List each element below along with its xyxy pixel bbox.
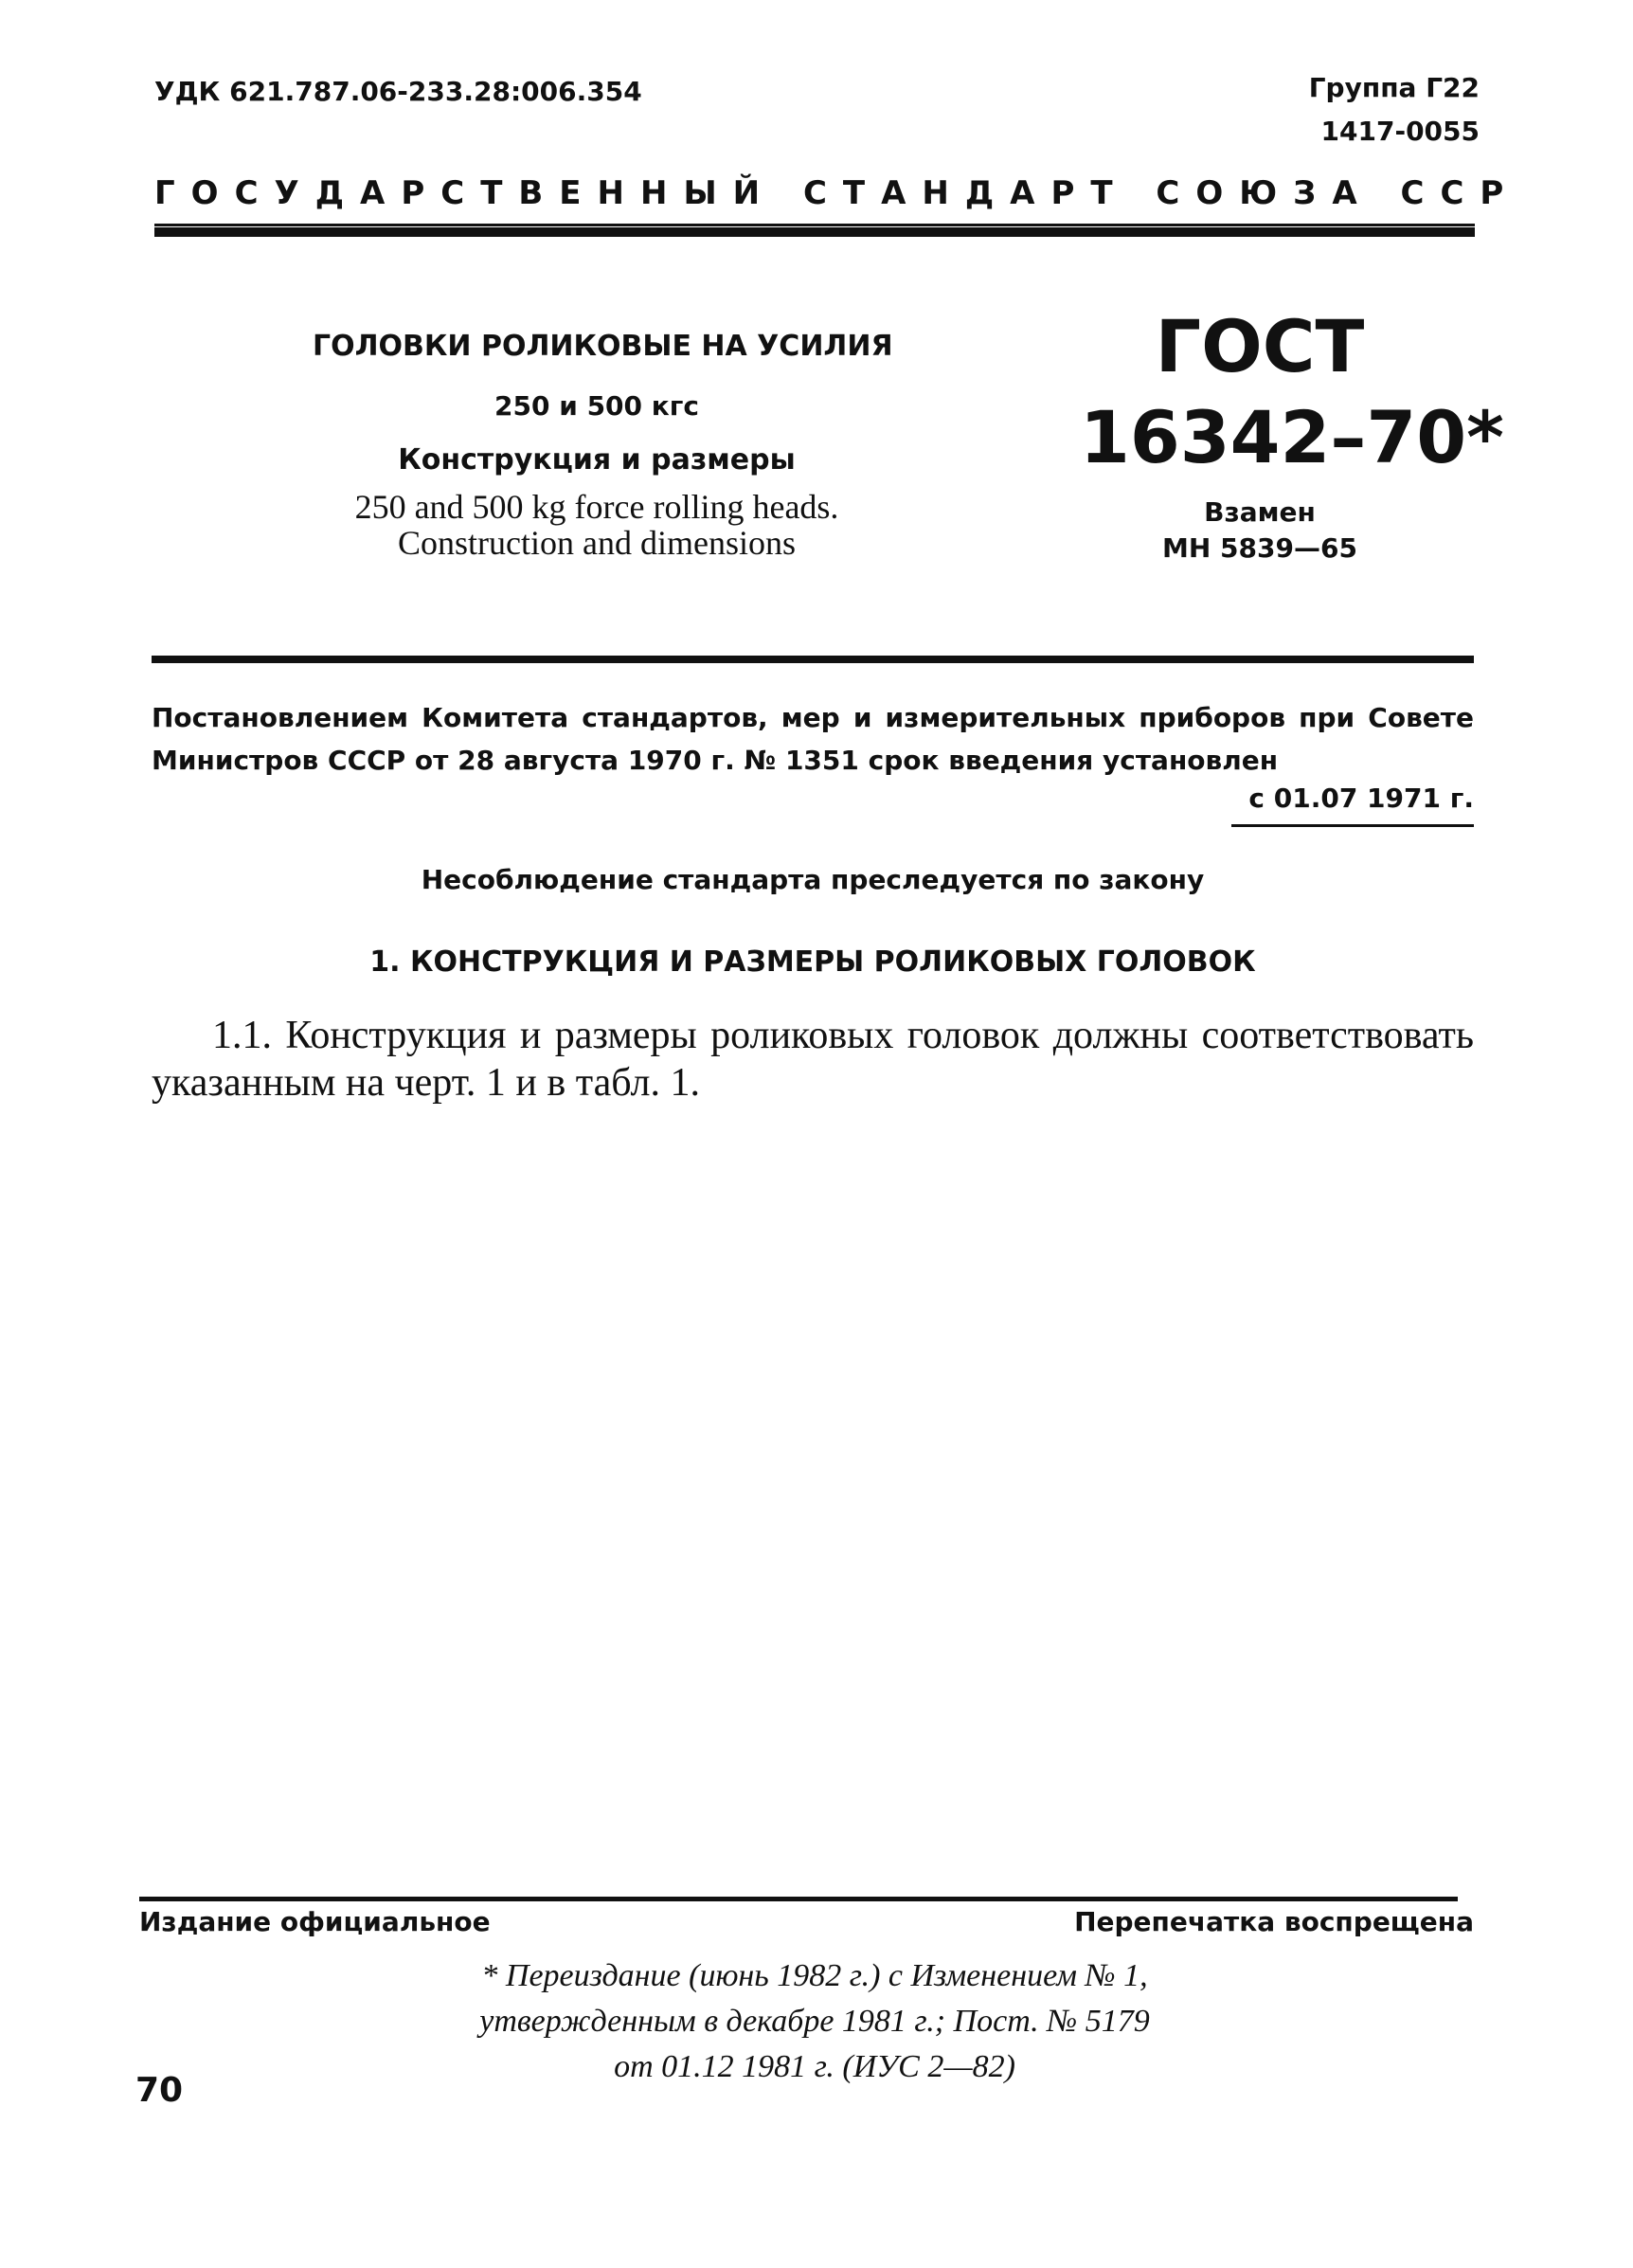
udk-code: УДК 621.787.06-233.28:006.354 — [154, 76, 642, 107]
title-rule — [152, 656, 1474, 663]
page-number: 70 — [135, 2071, 184, 2110]
reprint-notice: Перепечатка воспрещена — [1074, 1906, 1474, 1937]
decree-text: Постановлением Комитета стандартов, мер и измерительных приборов при Совете Министров СССР от 28 августа 1970 г. № 1351 срок введения установлен — [152, 702, 1474, 776]
header-rule-thick — [154, 227, 1475, 237]
section-paragraph: 1.1. Конструкция и размеры роликовых головок должны соответствовать указанным на черт. 1 и в табл. 1. — [152, 1014, 1474, 1105]
title-line-3: Конструкция и размеры — [398, 443, 796, 477]
gost-number: 16342–70* — [1080, 395, 1504, 479]
replaces-block — [1099, 495, 1421, 567]
gost-designation — [1080, 301, 1504, 483]
replaces-value: МН 5839—65 — [1162, 532, 1357, 564]
group-code — [1309, 66, 1480, 153]
title-line-2: 250 и 500 кгс — [494, 390, 699, 422]
title-line-1: ГОЛОВКИ РОЛИКОВЫЕ НА УСИЛИЯ — [313, 330, 893, 363]
section-heading: 1. КОНСТРУКЦИЯ И РАЗМЕРЫ РОЛИКОВЫХ ГОЛОВОК — [369, 945, 1256, 979]
title-english: 250 and 500 kg force rolling heads. Construction and dimensions — [354, 488, 839, 562]
header-rule-thin — [154, 224, 1475, 226]
state-standard-heading: ГОСУДАРСТВЕННЫЙ СТАНДАРТ СОЮЗА ССР — [154, 174, 1520, 212]
gost-label: ГОСТ — [1155, 304, 1365, 388]
group-line-1: Группа Г22 — [1308, 72, 1480, 103]
note-line-3: от 01.12 1981 г. (ИУС 2—82) — [614, 2049, 1015, 2084]
law-notice: Несоблюдение стандарта преследуется по закону — [421, 864, 1205, 895]
replaces-label: Взамен — [1204, 496, 1316, 528]
note-line-1: * Переиздание (июнь 1982 г.) с Изменением № 1, — [481, 1958, 1148, 1993]
group-line-2: 1417-0055 — [1320, 116, 1480, 147]
footer-rule — [139, 1897, 1458, 1901]
note-line-2: утвержденным в декабре 1981 г.; Пост. № 5179 — [479, 2004, 1150, 2039]
edition-label: Издание официальное — [139, 1906, 491, 1937]
reissue-note — [341, 1953, 1288, 2090]
decree-date: с 01.07 1971 г. — [1248, 783, 1474, 814]
date-underline — [1231, 824, 1474, 827]
